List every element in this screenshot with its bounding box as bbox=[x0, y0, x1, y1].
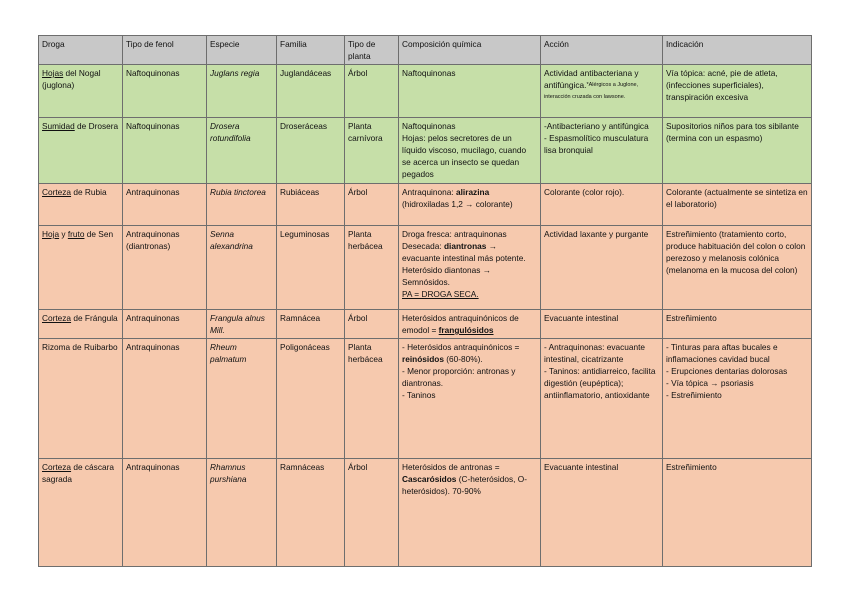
cell-composicion: Droga fresca: antraquinonas Desecada: diantronas → evacuante intestinal más potente. Heterósido diantonas → Semnósidos. PA = DROGA SECA. bbox=[399, 226, 541, 310]
cell-especie: Drosera rotundifolia bbox=[207, 118, 277, 184]
cell-composicion: Antraquinona: alirazina (hidroxiladas 1,2 → colorante) bbox=[399, 184, 541, 226]
cell-droga: Corteza de Frángula bbox=[39, 310, 123, 339]
cell-planta: Planta herbácea bbox=[345, 339, 399, 459]
cell-droga: Hojas del Nogal (juglona) bbox=[39, 65, 123, 118]
cell-composicion: Naftoquinonas Hojas: pelos secretores de un líquido viscoso, mucilago, cuando se acerca un insecto se quedan pegados bbox=[399, 118, 541, 184]
cell-accion: - Antraquinonas: evacuante intestinal, cicatrizante - Taninos: antidiarreico, facilita digestión (eupéptica); antiinflamatorio, antioxidante bbox=[541, 339, 663, 459]
table-row bbox=[39, 118, 812, 184]
cell-planta: Árbol bbox=[345, 65, 399, 118]
header-row bbox=[39, 36, 812, 65]
cell-planta: Planta carnívora bbox=[345, 118, 399, 184]
table-row bbox=[39, 184, 812, 226]
cell-composicion: Naftoquinonas bbox=[399, 65, 541, 118]
cell-fenol: Antraquinonas bbox=[123, 339, 207, 459]
cell-accion: Actividad antibacteriana y antifúngica.$^{*Alérgicos a Juglone, interacción cruzada con lawsone.}$ bbox=[541, 65, 663, 118]
cell-planta: Planta herbácea bbox=[345, 226, 399, 310]
table-row bbox=[39, 226, 812, 310]
cell-accion: -Antibacteriano y antifúngica - Espasmolítico musculatura lisa bronquial bbox=[541, 118, 663, 184]
cell-fenol: Antraquinonas (diantronas) bbox=[123, 226, 207, 310]
cell-composicion: - Heterósidos antraquinónicos = reinósidos (60-80%). - Menor proporción: antronas y diantronas. - Taninos bbox=[399, 339, 541, 459]
cell-composicion: Heterósidos de antronas = Cascarósidos (C-heterósidos, O-heterósidos). 70-90% bbox=[399, 459, 541, 567]
cell-droga: Hoja y fruto de Sen bbox=[39, 226, 123, 310]
cell-indicacion: Estreñimiento bbox=[663, 459, 812, 567]
cell-droga: Sumidad de Drosera bbox=[39, 118, 123, 184]
cell-fenol: Naftoquinonas bbox=[123, 65, 207, 118]
cell-accion: Colorante (color rojo). bbox=[541, 184, 663, 226]
header-tipo-fenol: Tipo de fenol bbox=[123, 36, 207, 65]
header-especie: Especie bbox=[207, 36, 277, 65]
table-row bbox=[39, 65, 812, 118]
cell-indicacion: Vía tópica: acné, pie de atleta, (infecciones superficiales), transpiración excesiva bbox=[663, 65, 812, 118]
cell-indicacion: Estreñimiento bbox=[663, 310, 812, 339]
table-row bbox=[39, 459, 812, 567]
table-row bbox=[39, 339, 812, 459]
cell-familia: Poligonáceas bbox=[277, 339, 345, 459]
cell-especie: Senna alexandrina bbox=[207, 226, 277, 310]
header-composicion: Composición química bbox=[399, 36, 541, 65]
cell-familia: Juglandáceas bbox=[277, 65, 345, 118]
cell-especie: Rubia tinctorea bbox=[207, 184, 277, 226]
cell-fenol: Antraquinonas bbox=[123, 310, 207, 339]
cell-familia: Droseráceas bbox=[277, 118, 345, 184]
cell-familia: Rubiáceas bbox=[277, 184, 345, 226]
cell-planta: Árbol bbox=[345, 459, 399, 567]
drug-table bbox=[38, 35, 812, 567]
cell-indicacion: - Tinturas para aftas bucales e inflamaciones cavidad bucal - Erupciones dentarias dolorosas - Vía tópica → psoriasis - Estreñimiento bbox=[663, 339, 812, 459]
cell-accion: Evacuante intestinal bbox=[541, 459, 663, 567]
cell-indicacion: Colorante (actualmente se sintetiza en el laboratorio) bbox=[663, 184, 812, 226]
cell-planta: Árbol bbox=[345, 310, 399, 339]
cell-familia: Ramnácea bbox=[277, 310, 345, 339]
table-row bbox=[39, 310, 812, 339]
cell-fenol: Antraquinonas bbox=[123, 459, 207, 567]
cell-familia: Leguminosas bbox=[277, 226, 345, 310]
cell-especie: Frangula alnus Mill. bbox=[207, 310, 277, 339]
header-familia: Familia bbox=[277, 36, 345, 65]
cell-fenol: Naftoquinonas bbox=[123, 118, 207, 184]
cell-especie: Rheum palmatum bbox=[207, 339, 277, 459]
cell-droga: Corteza de cáscara sagrada bbox=[39, 459, 123, 567]
cell-indicacion: Supositorios niños para tos sibilante (termina con un espasmo) bbox=[663, 118, 812, 184]
cell-droga: Rizoma de Ruibarbo bbox=[39, 339, 123, 459]
cell-planta: Árbol bbox=[345, 184, 399, 226]
cell-accion: Actividad laxante y purgante bbox=[541, 226, 663, 310]
cell-indicacion: Estreñimiento (tratamiento corto, produce habituación del colon o colon perezoso y melanosis colónica (melanoma en la mucosa del colon) bbox=[663, 226, 812, 310]
header-tipo-planta: Tipo de planta bbox=[345, 36, 399, 65]
cell-especie: Rhamnus purshiana bbox=[207, 459, 277, 567]
cell-fenol: Antraquinonas bbox=[123, 184, 207, 226]
header-accion: Acción bbox=[541, 36, 663, 65]
cell-droga: Corteza de Rubia bbox=[39, 184, 123, 226]
cell-familia: Ramnáceas bbox=[277, 459, 345, 567]
header-indicacion: Indicación bbox=[663, 36, 812, 65]
cell-composicion: Heterósidos antraquinónicos de emodol = frangulósidos bbox=[399, 310, 541, 339]
cell-especie: Juglans regia bbox=[207, 65, 277, 118]
cell-accion: Evacuante intestinal bbox=[541, 310, 663, 339]
header-droga: Droga bbox=[39, 36, 123, 65]
